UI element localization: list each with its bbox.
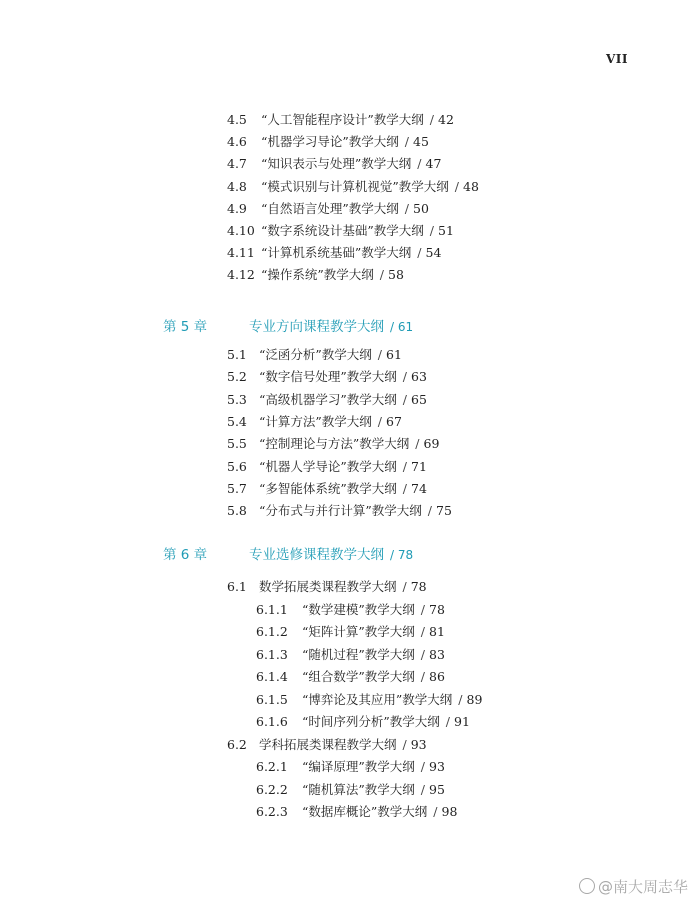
toc-entry[interactable] [256, 602, 445, 618]
toc-entry-page: 54 [425, 245, 442, 261]
toc-entry-page: 65 [411, 391, 427, 407]
toc-entry-separator: / [402, 391, 407, 407]
toc-entry-page: 95 [429, 781, 445, 797]
toc-entry-title: “控制理论与方法”教学大纲 [259, 436, 410, 452]
toc-entry-separator: / [433, 804, 438, 819]
toc-entry-separator: / [454, 178, 460, 194]
toc-entry-number: 4.12 [227, 267, 255, 283]
toc-entry-page: 67 [386, 413, 402, 429]
toc-entry-separator: / [420, 669, 425, 684]
toc-entry-separator: / [420, 781, 425, 797]
toc-entry-title: “数学建模”教学大纲 [302, 601, 415, 617]
toc-entry-page: 58 [388, 267, 404, 283]
chapter-title: 专业选修课程教学大纲 [249, 547, 384, 563]
toc-entry-page: 71 [411, 458, 427, 474]
toc-entry-title: “机器人学导论”教学大纲 [259, 458, 397, 474]
toc-entry-page: 69 [423, 436, 440, 452]
toc-entry-separator: / [402, 458, 407, 474]
toc-entry[interactable] [227, 436, 439, 452]
toc-entry[interactable] [227, 503, 452, 519]
chapter-page: / 61 [390, 320, 414, 334]
toc-entry-title: “计算方法”教学大纲 [259, 413, 372, 429]
chapter5-heading[interactable] [163, 318, 413, 336]
toc-entry-title: 数学拓展类课程教学大纲 [259, 579, 397, 594]
toc-entry-page: 93 [429, 759, 445, 774]
toc-entry-separator: / [402, 736, 407, 752]
toc-entry[interactable] [256, 782, 445, 798]
toc-entry-number: 6.1.5 [256, 691, 288, 707]
toc-entry-page: 89 [466, 691, 483, 707]
toc-entry-separator: / [404, 134, 409, 150]
toc-entry-number: 4.7 [227, 156, 247, 172]
toc-entry-separator: / [402, 480, 407, 496]
toc-entry-separator: / [427, 503, 433, 519]
toc-entry[interactable] [256, 692, 482, 708]
toc-entry-number: 4.10 [227, 223, 255, 238]
toc-entry-number: 5.3 [227, 391, 247, 407]
toc-entry-title: “人工智能程序设计”教学大纲 [261, 112, 424, 127]
toc-entry[interactable] [227, 347, 402, 363]
toc-entry-title: “随机算法”教学大纲 [302, 781, 415, 797]
toc-entry-separator: / [458, 691, 463, 707]
toc-entry-separator: / [420, 624, 425, 639]
toc-entry-separator: / [445, 714, 450, 729]
toc-entry-number: 6.1.4 [256, 669, 288, 684]
toc-entry-separator: / [420, 646, 425, 662]
chapter-number: 第 6 章 [163, 547, 208, 563]
toc-entry-page: 83 [429, 646, 445, 662]
toc-entry-title: “博弈论及其应用”教学大纲 [302, 691, 453, 707]
toc-entry-separator: / [379, 267, 384, 283]
toc-entry-page: 50 [413, 200, 429, 216]
toc-entry-page: 51 [438, 223, 454, 238]
toc-entry-number: 5.4 [227, 413, 247, 429]
toc-entry[interactable] [227, 112, 454, 128]
toc-entry-separator: / [404, 200, 409, 216]
toc-entry-separator: / [417, 156, 422, 172]
toc-entry[interactable] [227, 245, 441, 261]
toc-entry[interactable] [256, 624, 445, 640]
toc-entry-page: 91 [454, 714, 470, 729]
toc-entry-title: “自然语言处理”教学大纲 [261, 200, 399, 216]
toc-entry-number: 6.2.2 [256, 781, 288, 797]
toc-entry-title: “数字信号处理”教学大纲 [259, 369, 397, 385]
toc-entry-page: 86 [429, 669, 445, 684]
toc-entry[interactable] [227, 481, 427, 497]
toc-entry-separator: / [415, 436, 420, 452]
toc-entry-separator: / [402, 369, 407, 385]
toc-entry-title: “知识表示与处理”教学大纲 [261, 156, 412, 172]
toc-entry-page: 93 [410, 736, 427, 752]
toc-entry-title: “高级机器学习”教学大纲 [259, 391, 397, 407]
toc-entry-title: “随机过程”教学大纲 [302, 646, 415, 662]
toc-entry-number: 6.1.6 [256, 714, 288, 729]
toc-entry-number: 4.9 [227, 200, 247, 216]
chapter-number: 第 5 章 [163, 319, 208, 335]
toc-entry-number: 5.7 [227, 480, 247, 496]
toc-entry-number: 6.2.1 [256, 759, 288, 774]
toc-entry-title: “矩阵计算”教学大纲 [302, 624, 415, 639]
toc-entry-number: 5.2 [227, 369, 247, 385]
toc-entry-separator: / [417, 245, 422, 261]
toc-entry[interactable] [227, 414, 402, 430]
watermark-text: @南大周志华 [597, 878, 688, 896]
toc-entry-title: “模式识别与计算机视觉”教学大纲 [261, 178, 449, 194]
toc-entry-number: 4.11 [227, 245, 255, 261]
toc-entry-number: 6.1 [227, 579, 247, 594]
toc-entry[interactable] [227, 267, 404, 283]
toc-entry-title: “泛函分析”教学大纲 [259, 347, 372, 362]
toc-entry-page: 98 [441, 804, 458, 819]
toc-entry-page: 81 [429, 624, 445, 639]
weibo-logo-icon [579, 878, 595, 894]
toc-entry[interactable] [256, 804, 457, 820]
toc-entry-title: “组合数学”教学大纲 [302, 669, 415, 684]
chapter-page: / 78 [390, 548, 414, 562]
toc-entry[interactable] [227, 223, 454, 239]
toc-entry-title: “时间序列分析”教学大纲 [302, 714, 440, 729]
toc-entry-number: 4.6 [227, 134, 247, 150]
toc-entry-number: 4.5 [227, 112, 247, 127]
toc-entry-number: 5.1 [227, 347, 247, 362]
toc-entry-separator: / [429, 223, 435, 238]
toc-entry-number: 5.6 [227, 458, 247, 474]
toc-entry-number: 6.1.1 [256, 601, 288, 617]
toc-entry-separator: / [420, 601, 425, 617]
toc-entry-number: 6.1.3 [256, 646, 288, 662]
toc-entry[interactable] [256, 759, 445, 775]
toc-entry-page: 47 [425, 156, 442, 172]
toc-entry-number: 6.2.3 [256, 804, 288, 819]
toc-entry[interactable] [227, 459, 427, 475]
toc-entry-page: 42 [438, 112, 454, 127]
chapter6-heading[interactable] [163, 546, 413, 564]
toc-entry-page: 45 [413, 134, 429, 150]
toc-entry-number: 6.2 [227, 736, 247, 752]
toc-entry-number: 6.1.2 [256, 624, 288, 639]
toc-entry[interactable] [227, 369, 427, 385]
toc-entry-title: “机器学习导论”教学大纲 [261, 134, 399, 150]
toc-entry-page: 74 [411, 480, 427, 496]
toc-entry[interactable] [227, 201, 429, 217]
toc-entry-separator: / [377, 413, 382, 429]
watermark [579, 876, 688, 897]
toc-entry-title: “操作系统”教学大纲 [261, 267, 374, 283]
toc-entry-number: 5.8 [227, 503, 247, 519]
toc-entry-page: 75 [436, 503, 452, 519]
toc-entry[interactable] [227, 737, 427, 753]
toc-entry-title: “计算机系统基础”教学大纲 [261, 245, 412, 261]
toc-entry-title: “编译原理”教学大纲 [302, 759, 415, 774]
toc-entry[interactable] [227, 179, 479, 195]
toc-entry-separator: / [420, 759, 425, 774]
toc-entry-page: 48 [463, 178, 479, 194]
toc-entry-title: “多智能体系统”教学大纲 [259, 480, 397, 496]
toc-entry[interactable] [227, 392, 427, 408]
toc-entry[interactable] [256, 714, 470, 730]
toc-entry-page: 78 [410, 579, 427, 594]
chapter-title: 专业方向课程教学大纲 [249, 319, 384, 335]
toc-entry-title: “数字系统设计基础”教学大纲 [261, 223, 424, 238]
toc-entry-title: 学科拓展类课程教学大纲 [259, 736, 397, 752]
toc-entry-separator: / [429, 112, 435, 127]
toc-entry-title: “分布式与并行计算”教学大纲 [259, 503, 422, 519]
toc-entry[interactable] [227, 134, 429, 150]
toc-entry[interactable] [227, 156, 441, 172]
toc-entry-page: 61 [386, 347, 402, 362]
toc-entry-separator: / [377, 347, 382, 362]
toc-entry-page: 63 [411, 369, 427, 385]
toc-entry-separator: / [402, 579, 407, 594]
toc-entry[interactable] [256, 669, 445, 685]
toc-entry-number: 4.8 [227, 178, 247, 194]
toc-entry-page: 78 [429, 601, 445, 617]
page-number: VII [605, 52, 628, 66]
toc-entry-title: “数据库概论”教学大纲 [302, 804, 428, 819]
toc-entry-number: 5.5 [227, 436, 247, 452]
toc-entry[interactable] [256, 647, 445, 663]
toc-entry[interactable] [227, 579, 427, 595]
